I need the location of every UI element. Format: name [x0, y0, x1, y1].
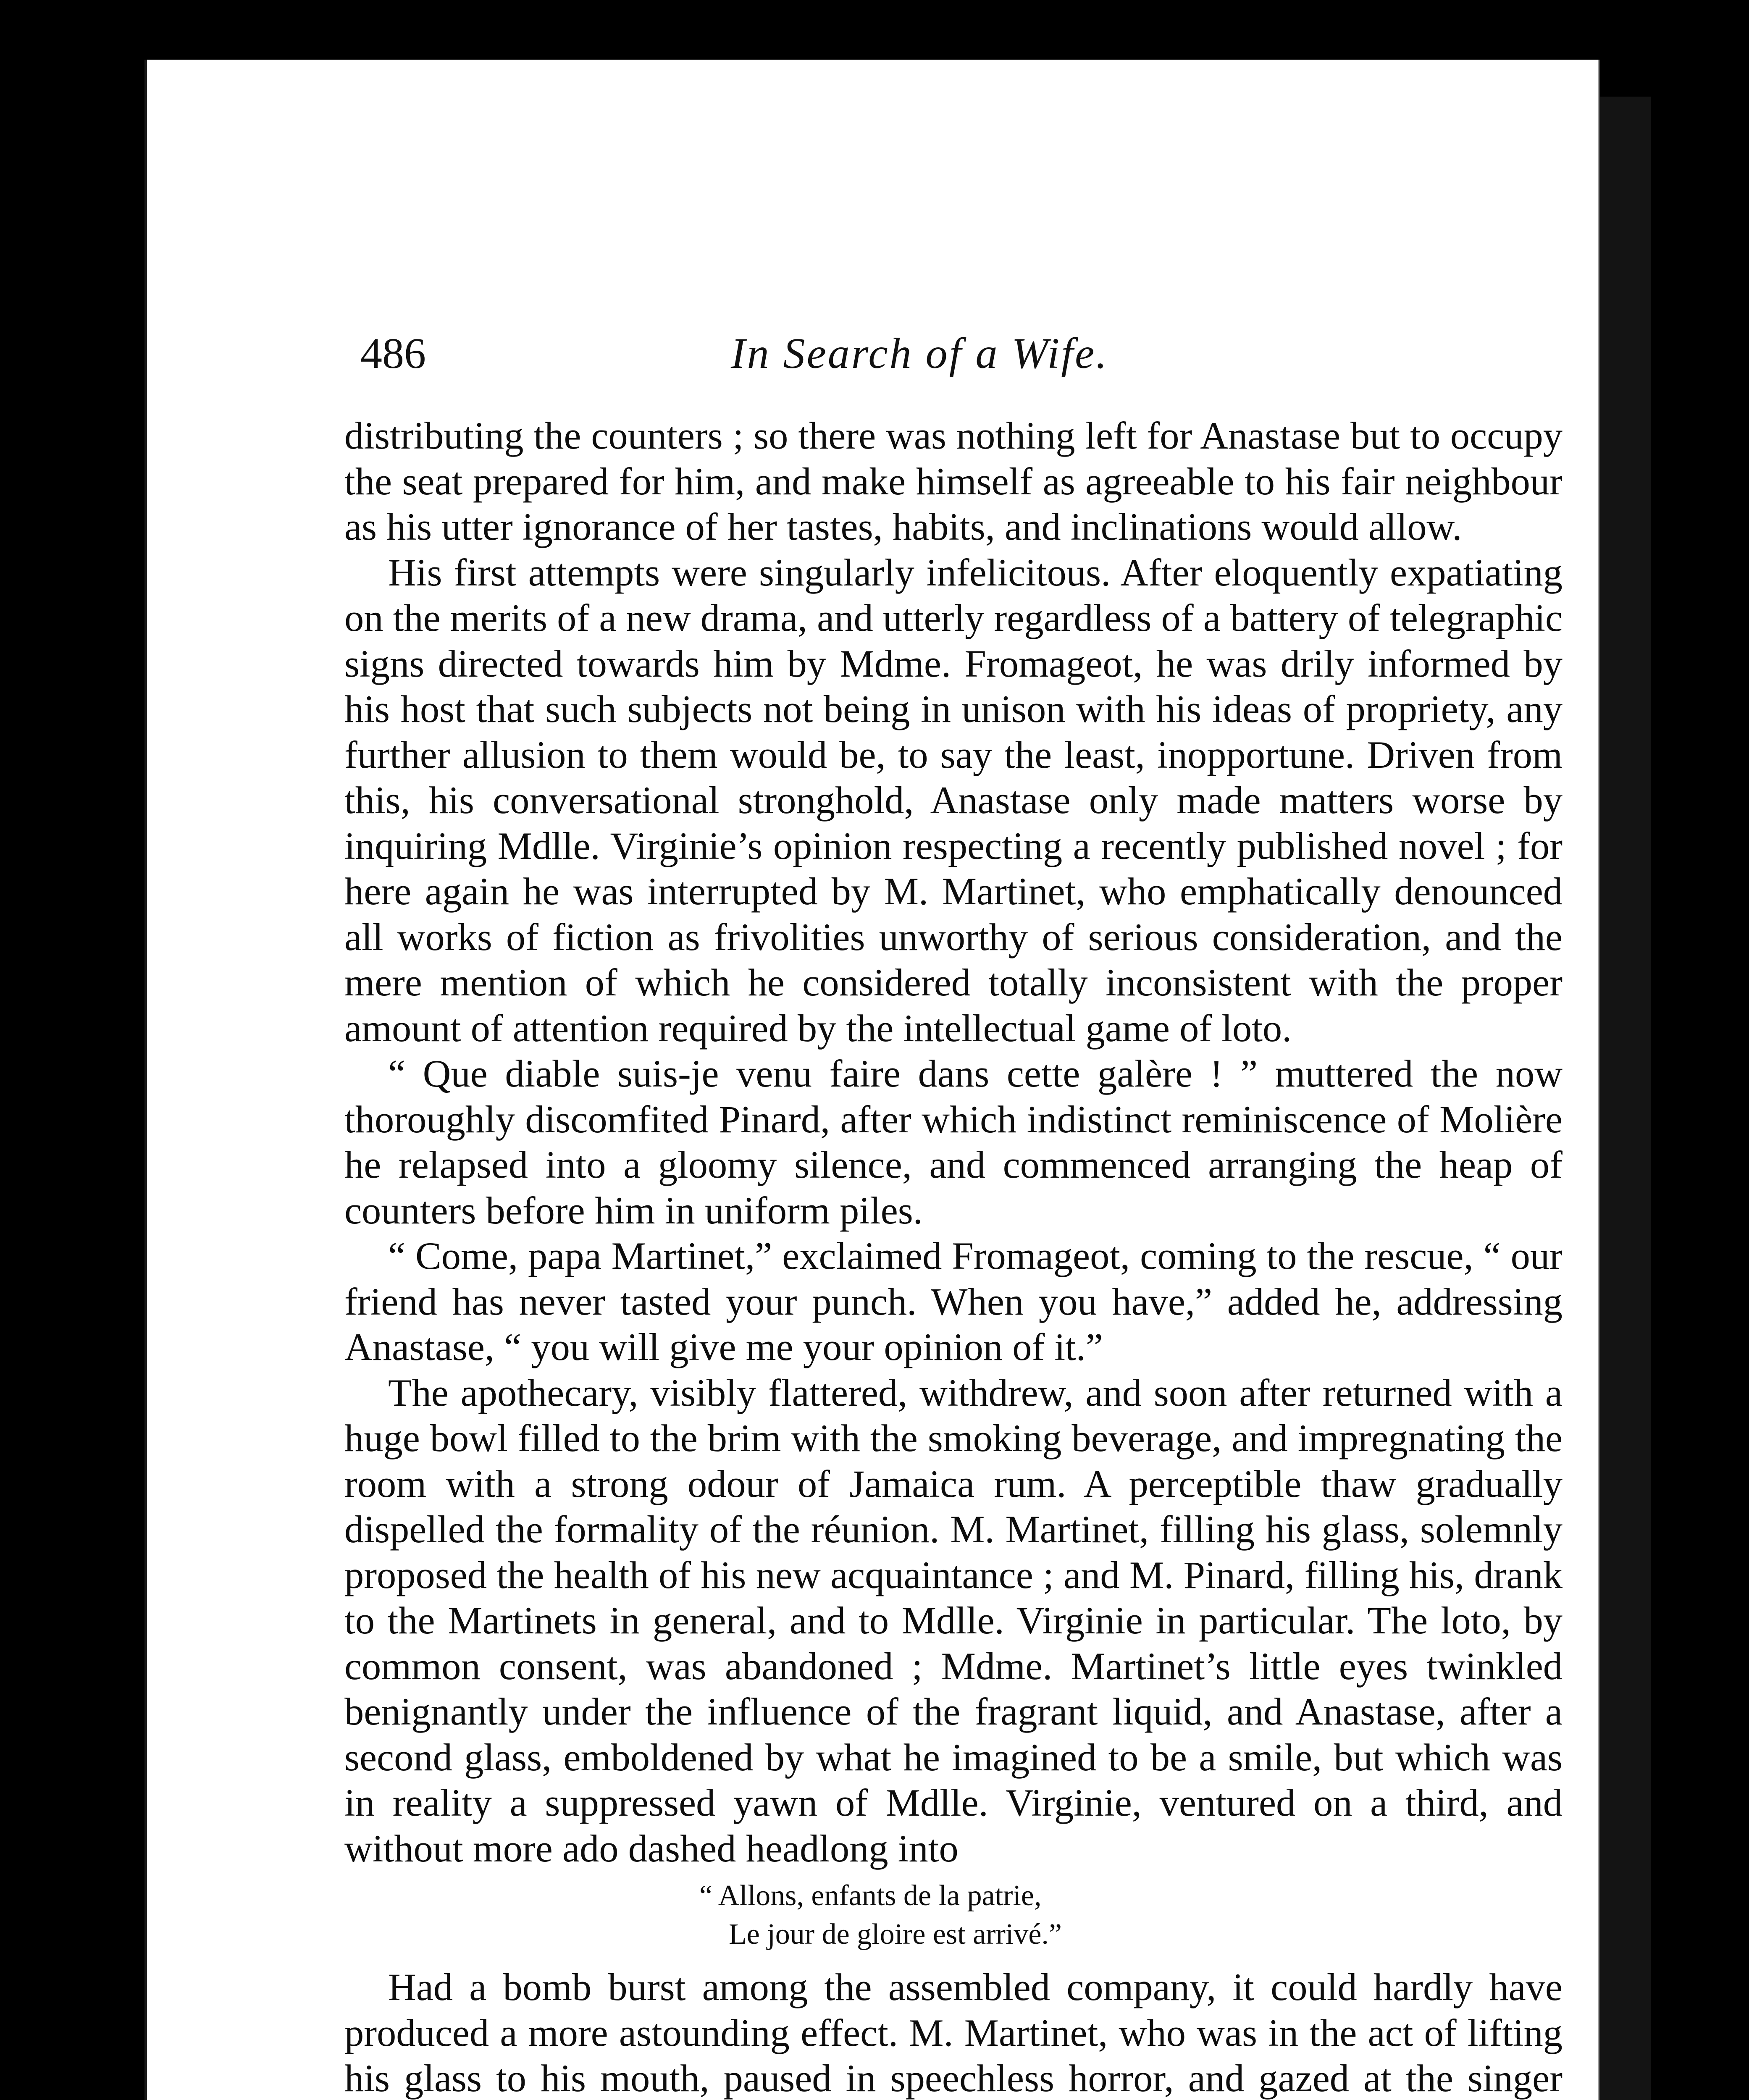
scan-right-border: [1600, 97, 1651, 2100]
verse-quotation: [344, 1877, 1563, 1954]
paragraph: The apothecary, visibly flattered, withdrew, and soon after returned with a huge bowl filled to the brim with the smoking beverage, and impregnating the room with a strong odour of Jamaica rum. A perceptible thaw gradually dispelled the formality of the réunion. M. Martinet, filling his glass, solemnly proposed the health of his new acquaintance ; and M. Pinard, filling his, drank to the Martinets in general, and to Mdlle. Virginie in particular. The loto, by common consent, was abandoned ; Mdme. Martinet’s little eyes twinkled benignantly under the influence of the fragrant liquid, and Anastase, after a second glass, emboldened by what he imagined to be a smile, but which was in reality a suppressed yawn of Mdlle. Virginie, ventured on a third, and without more ado dashed headlong into: [344, 1371, 1563, 1870]
verse-line: “ Allons, enfants de la patrie,: [699, 1880, 1042, 1912]
running-title: In Search of a Wife.: [731, 329, 1109, 378]
body-text: [344, 413, 1563, 2100]
paragraph: Had a bomb burst among the assembled company, it could hardly have produced a more astounding effect. M. Martinet, who was in the act of lifting his glass to his mouth, paused in speechless horror, and gazed at the singer: [344, 1966, 1563, 2100]
scan-top-border: [144, 0, 1749, 60]
verse-line: Le jour de gloire est arrivé.”: [729, 1918, 1062, 1950]
page-number: 486: [360, 329, 426, 378]
paragraph: “ Que diable suis-je venu faire dans cette galère ! ” muttered the now thoroughly discomfited Pinard, after which indistinct reminiscence of Molière he relapsed into a gloomy silence, and commenced arranging the heap of counters before him in uniform piles.: [344, 1053, 1563, 1232]
paragraph: His first attempts were singularly infelicitous. After eloquently expatiating on the merits of a new drama, and utterly regardless of a battery of telegraphic signs directed towards him by Mdme. Fromageot, he was drily informed by his host that such subjects not being in unison with his ideas of propriety, any further allusion to them would be, to say the least, inopportune. Driven from this, his conversational stronghold, Anastase only made matters worse by inquiring Mdlle. Virginie’s opinion respecting a recently published novel ; for here again he was interrupted by M. Martinet, who emphatically denounced all works of fiction as frivolities unworthy of serious consideration, and the mere mention of which he considered totally inconsistent with the proper amount of attention required by the intellectual game of loto.: [344, 551, 1563, 1050]
paragraph: distributing the counters ; so there was nothing left for Anastase but to occupy the seat prepared for him, and make himself as agreeable to his fair neighbour as his utter ignorance of her tastes, habits, and inclinations would allow.: [344, 415, 1563, 549]
paragraph: “ Come, papa Martinet,” exclaimed Fromageot, coming to the rescue, “ our friend has never tasted your punch. When you have,” added he, addressing Anastase, “ you will give me your opinion of it.”: [344, 1235, 1563, 1369]
page-header: [0, 269, 1749, 378]
